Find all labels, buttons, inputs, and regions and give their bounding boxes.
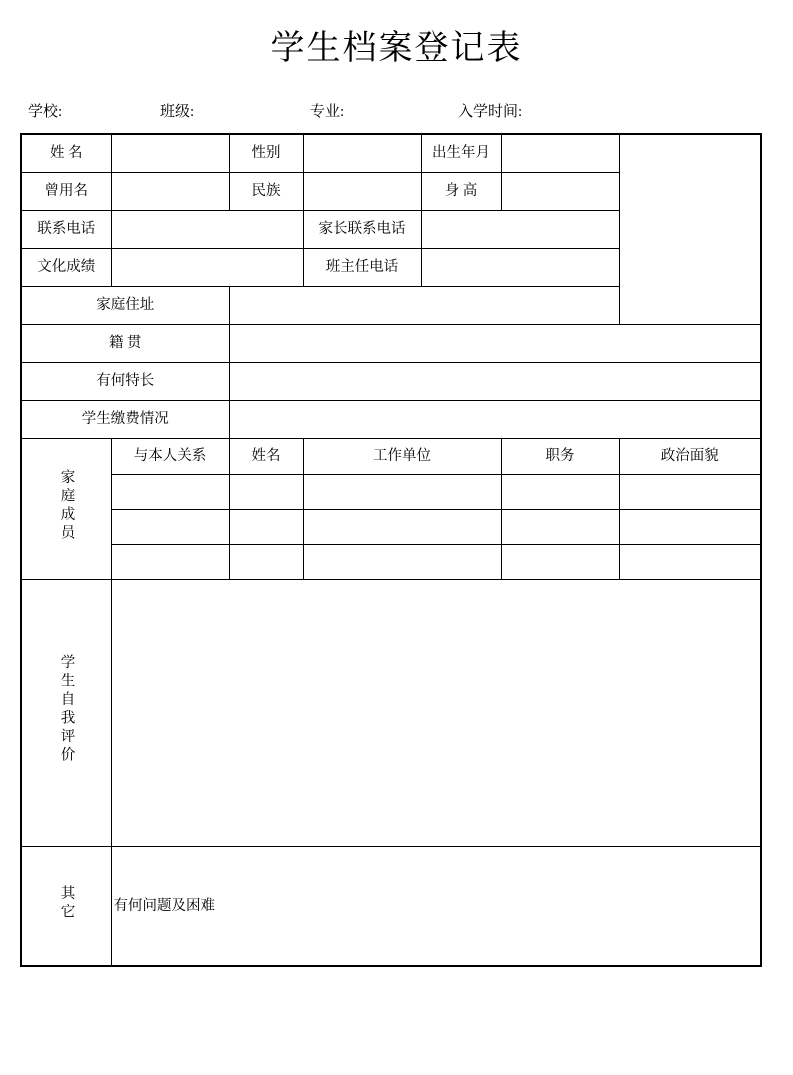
- gender-value[interactable]: [303, 134, 421, 172]
- photo-cell[interactable]: [619, 134, 761, 324]
- family-name-value[interactable]: [229, 544, 303, 579]
- family-col-work-unit: 工作单位: [303, 438, 501, 474]
- payment-status-label: 学生缴费情况: [21, 400, 229, 438]
- family-member-row: [21, 544, 761, 579]
- page-title: 学生档案登记表: [270, 30, 523, 67]
- parent-phone-label: 家长联系电话: [303, 210, 421, 248]
- ethnicity-value[interactable]: [303, 172, 421, 210]
- family-work-unit-value[interactable]: [303, 474, 501, 509]
- gender-label: 性别: [229, 134, 303, 172]
- family-col-political-status: 政治面貌: [619, 438, 761, 474]
- family-col-name: 姓名: [229, 438, 303, 474]
- student-archive-table: [20, 133, 762, 967]
- talent-label: 有何特长: [21, 362, 229, 400]
- family-relation-value[interactable]: [111, 474, 229, 509]
- height-label: 身 高: [421, 172, 501, 210]
- family-member-row: [21, 474, 761, 509]
- table-row-talent: [21, 362, 761, 400]
- home-address-label: 家庭住址: [21, 286, 229, 324]
- header-fields: [20, 100, 760, 124]
- talent-value[interactable]: [229, 362, 761, 400]
- other-content[interactable]: [112, 915, 761, 916]
- school-label: 学校:: [28, 104, 63, 120]
- family-relation-value[interactable]: [111, 509, 229, 544]
- payment-status-value[interactable]: [229, 400, 761, 438]
- family-col-position: 职务: [501, 438, 619, 474]
- other-label: 其它: [21, 846, 111, 966]
- self-evaluation-row: [21, 579, 761, 846]
- former-name-label: 曾用名: [21, 172, 111, 210]
- family-relation-value[interactable]: [111, 544, 229, 579]
- table-row-name: [21, 134, 761, 172]
- family-name-value[interactable]: [229, 474, 303, 509]
- class-label: 班级:: [160, 104, 195, 120]
- family-position-value[interactable]: [501, 509, 619, 544]
- family-member-row: [21, 509, 761, 544]
- parent-phone-value[interactable]: [421, 210, 619, 248]
- phone-label: 联系电话: [21, 210, 111, 248]
- other-content-cell[interactable]: [111, 846, 761, 966]
- family-position-value[interactable]: [501, 544, 619, 579]
- family-political-status-value[interactable]: [619, 474, 761, 509]
- phone-value[interactable]: [111, 210, 303, 248]
- family-name-value[interactable]: [229, 509, 303, 544]
- native-place-label: 籍 贯: [21, 324, 229, 362]
- family-political-status-value[interactable]: [619, 544, 761, 579]
- former-name-value[interactable]: [111, 172, 229, 210]
- family-header-row: [21, 438, 761, 474]
- table-row-native-place: [21, 324, 761, 362]
- family-work-unit-value[interactable]: [303, 544, 501, 579]
- culture-score-label: 文化成绩: [21, 248, 111, 286]
- family-position-value[interactable]: [501, 474, 619, 509]
- major-label: 专业:: [310, 104, 345, 120]
- ethnicity-label: 民族: [229, 172, 303, 210]
- family-political-status-value[interactable]: [619, 509, 761, 544]
- head-teacher-phone-label: 班主任电话: [303, 248, 421, 286]
- table-row-payment: [21, 400, 761, 438]
- family-col-relation: 与本人关系: [111, 438, 229, 474]
- other-row: [21, 846, 761, 966]
- birth-date-value[interactable]: [501, 134, 619, 172]
- other-prompt: 有何问题及困难: [113, 897, 215, 914]
- head-teacher-phone-value[interactable]: [421, 248, 619, 286]
- culture-score-value[interactable]: [111, 248, 303, 286]
- home-address-value[interactable]: [229, 286, 619, 324]
- family-members-label: 家庭成员: [21, 438, 111, 579]
- enrollment-time-label: 入学时间:: [458, 104, 523, 120]
- name-label: 姓 名: [21, 134, 111, 172]
- self-evaluation-label: 学生自我评价: [21, 579, 111, 846]
- native-place-value[interactable]: [229, 324, 761, 362]
- birth-date-label: 出生年月: [421, 134, 501, 172]
- height-value[interactable]: [501, 172, 619, 210]
- name-value[interactable]: [111, 134, 229, 172]
- self-evaluation-content[interactable]: [111, 579, 761, 846]
- family-work-unit-value[interactable]: [303, 509, 501, 544]
